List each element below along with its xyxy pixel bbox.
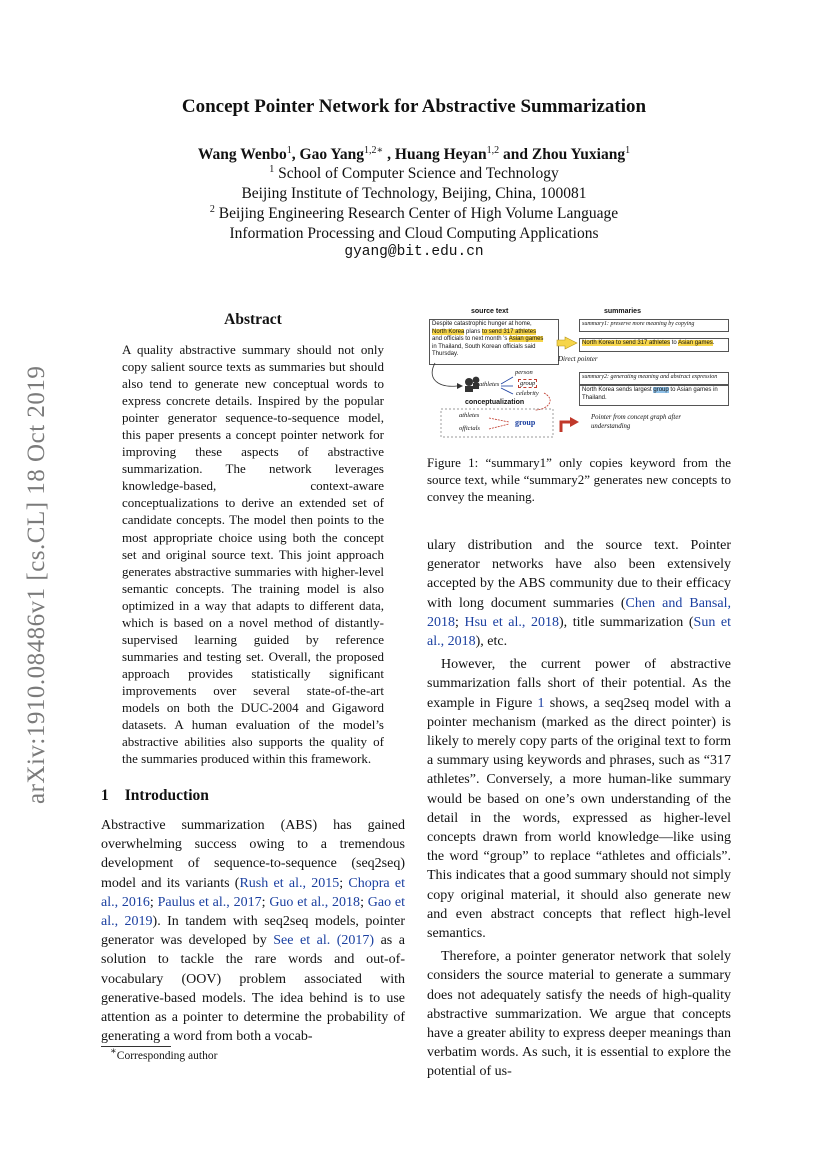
email-link[interactable]: gyang@bit.edu.cn	[344, 244, 484, 260]
text-run: Abstractive summarization (ABS) has gained overwhelming success owing to a tremendous development of sequence-to-sequence (seq2seq) model and its variants (	[101, 818, 405, 891]
sum2-highlight: group	[653, 387, 669, 393]
arxiv-sidebar-stamp: arXiv:1910.08486v1 [cs.CL] 18 Oct 2019	[23, 365, 50, 804]
figure-ref-link[interactable]: 1	[537, 695, 545, 711]
concept-celebrity: celebrity	[516, 390, 539, 397]
src-highlight: to send 317 athletes	[482, 328, 537, 335]
source-text-label: source text	[471, 308, 509, 315]
citation-link[interactable]: Rush et al., 2015	[239, 875, 340, 891]
footnote-mark: ∗	[110, 1046, 117, 1058]
author-name: Gao Yang	[299, 146, 364, 163]
text-run: shows, a seq2seq model with a pointer mechanism (marked as the direct pointer) is likely to merely copy parts of the original text to form a summary using keywords and phrases, such as “317 athletes”. Conversely, a more human-like summary would be based on one’s own understanding of the detail in the words, expressed as higher-level concepts drawn from world knowledge—like using the word “group” to replace “athletes and officials”. This indicates that a good summary should not simply copy original material, it should also generate new and even abstract concepts that reflect high-level semantics.	[427, 695, 731, 942]
text-run: ;	[149, 894, 158, 910]
bottom-group: group	[515, 418, 536, 427]
src-line: in Thailand, South Korean officials said	[432, 343, 536, 350]
figure-1	[427, 308, 731, 444]
text-run: ;	[339, 875, 349, 891]
src-highlight: North Korea	[432, 328, 465, 335]
text-run: ;	[360, 894, 368, 910]
citation-link[interactable]: Chen and Bansal, 2018	[427, 595, 731, 630]
summaries-label: summaries	[604, 308, 641, 315]
concept-group: group	[520, 380, 536, 387]
src-run: plans	[464, 328, 483, 335]
conceptualization-label: conceptualization	[465, 399, 525, 406]
aff-text: School of Computer Science and Technology	[274, 165, 559, 182]
paragraph: Therefore, a pointer generator network that solely considers the source material to generate a summary does not adequately satisfy the needs of high-quality abstractive summarization. We argue that concepts have a greater ability to express deeper meanings than verbatim words. As such, it is essential to explore the potential of us-	[427, 949, 731, 1080]
author-line	[0, 146, 828, 164]
text-run: ;	[455, 614, 465, 630]
author-sep: ,	[291, 146, 300, 163]
author-name: Zhou Yuxiang	[531, 146, 626, 163]
right-column-text	[427, 536, 731, 1082]
citation-link[interactable]: See et al. (2017)	[273, 933, 375, 949]
sum1-highlight: to send 317 athletes	[614, 340, 671, 346]
footnote	[110, 1046, 218, 1062]
concept-athletes: athletes	[479, 381, 500, 388]
citation-link[interactable]: Gao et al., 2019	[101, 894, 406, 930]
citation-link[interactable]: Paulus et al., 2017	[157, 894, 262, 910]
sum1-highlight: Asian games	[678, 340, 713, 346]
src-run: and officials to next month 's	[432, 336, 509, 342]
src-highlight: Asian games	[508, 336, 544, 342]
author-sup: 1,2	[486, 144, 500, 156]
author-sup: 1,2∗	[363, 144, 384, 156]
aff-sup: 1	[269, 163, 275, 175]
sum2-run: North Korea sends largest	[582, 387, 654, 393]
sum2-run: to Asian games in	[668, 387, 718, 393]
text-run: ulary distribution and the source text. Pointer generator networks have also been extensively accepted by the ABS community due to their efficacy with long document summaries (	[427, 538, 731, 611]
text-run: as a solution to tackle the rare words and out-of-vocabulary (OOV) problem associated with generative-based models. The idea behind is to use attention as a pointer to determine the probability of generating a word from both a vocab-	[101, 933, 405, 1045]
figure-caption: Figure 1: “summary1” only copies keyword from the source text, while “summary2” generates new concepts to convey the meaning.	[427, 455, 731, 504]
abstract-body: A quality abstractive summary should not only copy salient source texts as summaries but should also tend to generate new conceptual words to express concrete details. Inspired by the popular pointer generator sequence-to-sequence model, this paper presents a concept pointer network for improving these aspects of abstractive summarization. The network leverages knowledge-based, context-aware conceptualizations to derive an extended set of candidate concepts. The model then points to the most appropriate choice using both the concept set and original source text. This joint approach generates abstractive summaries with higher-level semantic concepts. The training model is also optimized in a way that adapts to different data, which is based on a novel method of distantly-supervised learning guided by reference summaries and testing set. Overall, the proposed approach provides statistically significant improvements over several state-of-the-art models on both the DUC-2004 and Gigaword datasets. A human evaluation of the model’s abstractive abilities also supports the quality of the summaries produced within this framework.	[122, 342, 384, 767]
author-name: Huang Heyan	[394, 146, 487, 163]
affiliation-line: Information Processing and Cloud Computing Applications	[229, 225, 599, 242]
paragraph	[427, 655, 731, 943]
text-run: ), title summarization (	[559, 614, 694, 630]
sum1-highlight: North Korea	[582, 340, 615, 346]
citation-link[interactable]: Guo et al., 2018	[269, 894, 361, 910]
intro-paragraph	[101, 816, 405, 1046]
affiliation-line: Beijing Institute of Technology, Beijing, China, 100081	[241, 185, 587, 202]
concept-person: person	[515, 369, 533, 376]
concept-pointer-note: Pointer from concept graph after understanding	[591, 414, 681, 430]
section-heading	[101, 787, 209, 805]
author-sup: 1	[625, 144, 631, 156]
text-run: ), etc.	[475, 634, 508, 650]
sum2-line: Thailand.	[582, 394, 607, 401]
author-sep: ,	[383, 146, 395, 163]
text-run: However, the current power of abstractive summarization falls short of their potential. As the example in Figure	[427, 657, 731, 711]
aff-sup: 2	[209, 203, 215, 215]
aff-text: Beijing Engineering Research Center of High Volume Language	[214, 205, 619, 222]
section-number: 1	[101, 787, 109, 804]
author-sep: and	[499, 146, 532, 163]
src-line: Thursday.	[432, 351, 459, 357]
sum1-run: to	[670, 340, 679, 346]
author-name: Wang Wenbo	[197, 146, 287, 163]
paragraph	[427, 536, 731, 651]
paper-title: Concept Pointer Network for Abstractive Summarization	[181, 96, 647, 117]
direct-pointer-label: Direct pointer	[558, 355, 598, 363]
author-sup: 1	[286, 144, 292, 156]
bottom-officials: officials	[459, 425, 480, 432]
citation-link[interactable]: Sun et al., 2018	[427, 614, 732, 650]
text-run: ). In tandem with seq2seq models, pointer generator was developed by	[101, 914, 406, 949]
text-run: ;	[261, 894, 270, 910]
src-line: Despite catastrophic hunger at home,	[432, 321, 532, 327]
citation-link[interactable]: Chopra et al., 2016	[101, 875, 405, 910]
citation-link[interactable]: Hsu et al., 2018	[464, 614, 559, 630]
abstract-heading: Abstract	[224, 311, 282, 328]
summary2-title: summary2: generating meaning and abstract expression	[582, 374, 718, 380]
affiliation-line	[0, 205, 828, 223]
summary1-title: summary1: preserve more meaning by copying	[582, 321, 695, 327]
footnote-text: Corresponding author	[116, 1050, 218, 1062]
sum1-run: .	[712, 340, 715, 346]
bottom-athletes: athletes	[459, 412, 480, 419]
affiliation-line	[0, 165, 828, 183]
section-title: Introduction	[124, 787, 209, 804]
